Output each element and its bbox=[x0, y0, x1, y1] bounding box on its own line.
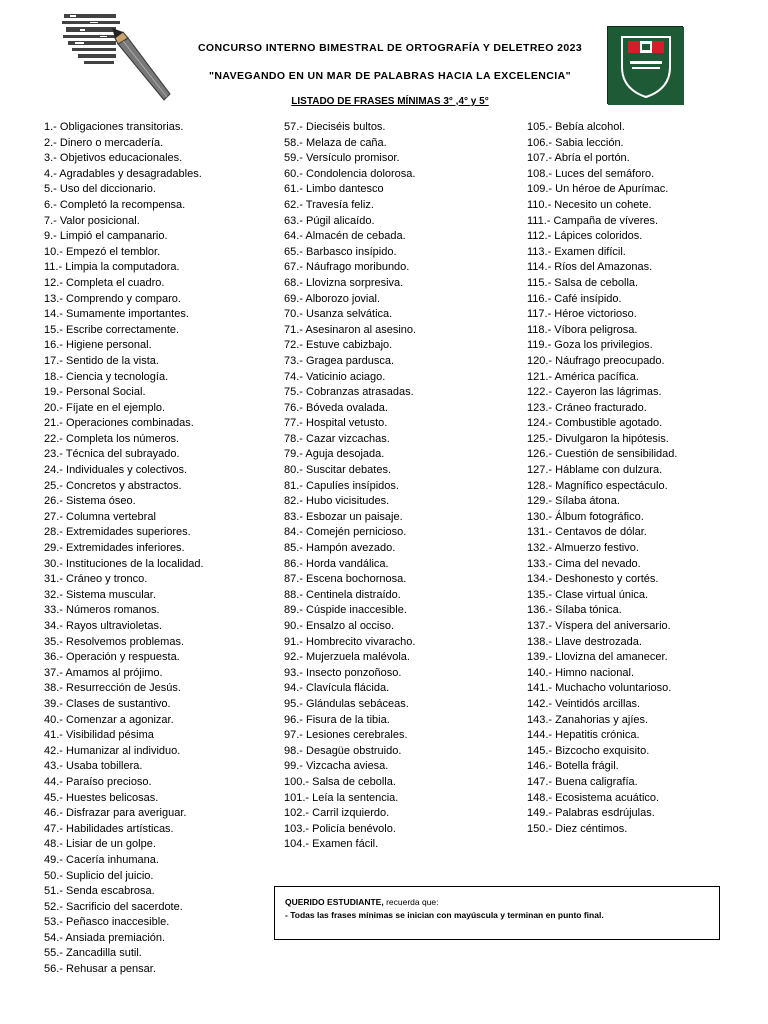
list-title: LISTADO DE FRASES MÍNIMAS 3° ,4° y 5° bbox=[291, 96, 489, 107]
phrase-item: 61.- Limbo dantesco bbox=[284, 183, 384, 196]
phrase-item: 117.- Héroe victorioso. bbox=[527, 308, 637, 321]
phrase-item: 96.- Fisura de la tibia. bbox=[284, 713, 390, 726]
phrase-item: 54.- Ansiada premiación. bbox=[44, 931, 166, 944]
phrase-item: 5.- Uso del diccionario. bbox=[44, 183, 156, 196]
school-crest-icon bbox=[607, 26, 683, 104]
phrase-item: 105.- Bebía alcohol. bbox=[527, 121, 625, 133]
phrase-item: 147.- Buena caligrafía. bbox=[527, 775, 638, 788]
phrase-item: 34.- Rayos ultravioletas. bbox=[44, 620, 162, 632]
phrase-item: 145.- Bizcocho exquisito. bbox=[527, 744, 650, 757]
phrase-item: 144.- Hepatitis crónica. bbox=[527, 729, 640, 742]
phrase-item: 124.- Combustible agotado. bbox=[527, 417, 663, 430]
phrase-item: 75.- Cobranzas atrasadas. bbox=[284, 386, 414, 399]
phrase-item: 76.- Bóveda ovalada. bbox=[284, 401, 388, 414]
phrase-item: 25.- Concretos y abstractos. bbox=[44, 479, 182, 492]
phrase-item: 98.- Desagüe obstruido. bbox=[284, 744, 402, 757]
phrase-item: 107.- Abría el portón. bbox=[527, 152, 630, 165]
phrase-item: 30.- Instituciones de la localidad. bbox=[44, 557, 204, 570]
phrase-item: 140.- Himno nacional. bbox=[527, 666, 635, 679]
phrase-item: 46.- Disfrazar para averiguar. bbox=[44, 807, 187, 820]
phrase-item: 128.- Magnífico espectáculo. bbox=[527, 479, 668, 492]
phrase-item: 50.- Suplicio del juicio. bbox=[44, 869, 154, 882]
phrase-item: 86.- Horda vandálica. bbox=[284, 557, 389, 570]
phrase-item: 88.- Centinela distraído. bbox=[284, 588, 401, 601]
phrase-item: 71.- Asesinaron al asesino. bbox=[284, 323, 417, 336]
phrase-item: 3.- Objetivos educacionales. bbox=[44, 152, 183, 165]
phrase-item: 129.- Sílaba átona. bbox=[527, 495, 620, 508]
phrase-item: 92.- Mujerzuela malévola. bbox=[284, 651, 410, 664]
student-reminder-box bbox=[274, 886, 720, 940]
phrase-item: 82.- Hubo vicisitudes. bbox=[284, 495, 390, 508]
phrase-item: 106.- Sabia lección. bbox=[527, 136, 624, 149]
phrase-item: 126.- Cuestión de sensibilidad. bbox=[527, 448, 678, 461]
phrase-item: 133.- Cima del nevado. bbox=[527, 557, 641, 570]
phrase-item: 26.- Sistema óseo. bbox=[44, 495, 136, 508]
phrase-item: 118.- Víbora peligrosa. bbox=[527, 323, 638, 336]
phrase-item: 112.- Lápices coloridos. bbox=[527, 230, 643, 243]
phrase-item: 62.- Travesía feliz. bbox=[284, 198, 374, 211]
phrase-item: 95.- Glándulas sebáceas. bbox=[284, 697, 409, 710]
reminder-heading bbox=[285, 896, 709, 909]
phrase-item: 99.- Vizcacha aviesa. bbox=[284, 760, 389, 773]
phrase-item: 31.- Cráneo y tronco. bbox=[44, 573, 148, 586]
phrase-item: 48.- Lisiar de un golpe. bbox=[44, 838, 156, 851]
phrase-item: 91.- Hombrecito vivaracho. bbox=[284, 635, 416, 648]
phrase-item: 137.- Víspera del aniversario. bbox=[527, 620, 671, 632]
phrase-item: 69.- Alborozo jovial. bbox=[284, 292, 380, 305]
phrase-item: 9.- Limpió el campanario. bbox=[44, 230, 168, 243]
phrase-item: 108.- Luces del semáforo. bbox=[527, 167, 655, 180]
phrase-item: 13.- Comprendo y comparo. bbox=[44, 292, 181, 305]
phrase-item: 33.- Números romanos. bbox=[44, 604, 160, 617]
phrase-item: 70.- Usanza selvática. bbox=[284, 308, 393, 321]
phrase-item: 60.- Condolencia dolorosa. bbox=[284, 167, 416, 180]
phrase-item: 143.- Zanahorias y ajíes. bbox=[527, 713, 649, 726]
phrase-item: 19.- Personal Social. bbox=[44, 386, 146, 399]
phrase-item: 21.- Operaciones combinadas. bbox=[44, 417, 194, 430]
phrase-item: 113.- Examen difícil. bbox=[527, 245, 626, 258]
phrase-item: 131.- Centavos de dólar. bbox=[527, 526, 647, 539]
phrase-column-3 bbox=[527, 120, 757, 837]
phrase-item: 149.- Palabras esdrújulas. bbox=[527, 807, 655, 820]
phrase-item: 135.- Clase virtual única. bbox=[527, 588, 649, 601]
phrase-item: 125.- Divulgaron la hipótesis. bbox=[527, 432, 669, 445]
phrase-item: 74.- Vaticinio aciago. bbox=[284, 370, 386, 383]
phrase-item: 59.- Versículo promisor. bbox=[284, 152, 400, 165]
phrase-item: 122.- Cayeron las lágrimas. bbox=[527, 386, 662, 399]
phrase-item: 87.- Escena bochornosa. bbox=[284, 573, 407, 586]
phrase-item: 109.- Un héroe de Apurímac. bbox=[527, 183, 669, 196]
phrase-item: 24.- Individuales y colectivos. bbox=[44, 464, 188, 477]
phrase-item: 114.- Ríos del Amazonas. bbox=[527, 261, 653, 274]
contest-title: CONCURSO INTERNO BIMESTRAL DE ORTOGRAFÍA Y DELETREO 2023 bbox=[197, 42, 583, 54]
phrase-item: 18.- Ciencia y tecnología. bbox=[44, 370, 169, 383]
reminder-lead-tail: recuerda que: bbox=[383, 897, 439, 907]
phrase-item: 100.- Salsa de cebolla. bbox=[284, 775, 396, 788]
phrase-item: 81.- Capulíes insípidos. bbox=[284, 479, 399, 492]
phrase-item: 102.- Carril izquierdo. bbox=[284, 807, 390, 820]
phrase-item: 89.- Cúspide inaccesible. bbox=[284, 604, 407, 617]
document-header bbox=[190, 42, 590, 107]
phrase-item: 80.- Suscitar debates. bbox=[284, 464, 392, 477]
contest-motto: "NAVEGANDO EN UN MAR DE PALABRAS HACIA LA EXCELENCIA" bbox=[209, 70, 571, 82]
phrase-item: 77.- Hospital vetusto. bbox=[284, 417, 388, 430]
phrase-item: 101.- Leía la sentencia. bbox=[284, 791, 399, 804]
phrase-item: 142.- Veintidós arcillas. bbox=[527, 697, 641, 710]
phrase-item: 119.- Goza los privilegios. bbox=[527, 339, 653, 352]
phrase-item: 22.- Completa los números. bbox=[44, 432, 180, 445]
phrase-item: 130.- Álbum fotográfico. bbox=[527, 510, 644, 523]
phrase-item: 90.- Ensalzo al occiso. bbox=[284, 620, 395, 632]
phrase-item: 20.- Fíjate en el ejemplo. bbox=[44, 401, 166, 414]
phrase-item: 15.- Escribe correctamente. bbox=[44, 323, 180, 336]
phrase-item: 148.- Ecosistema acuático. bbox=[527, 791, 660, 804]
phrase-item: 138.- Llave destrozada. bbox=[527, 635, 642, 648]
phrase-item: 136.- Sílaba tónica. bbox=[527, 604, 622, 617]
phrase-item: 104.- Examen fácil. bbox=[284, 838, 379, 851]
phrase-item: 23.- Técnica del subrayado. bbox=[44, 448, 180, 461]
phrase-item: 83.- Esbozar un paisaje. bbox=[284, 510, 403, 523]
phrase-item: 56.- Rehusar a pensar. bbox=[44, 963, 156, 976]
phrase-item: 6.- Completó la recompensa. bbox=[44, 198, 186, 211]
phrase-item: 53.- Peñasco inaccesible. bbox=[44, 916, 170, 929]
phrase-item: 141.- Muchacho voluntarioso. bbox=[527, 682, 672, 695]
pencil-logo-icon bbox=[60, 10, 178, 102]
phrase-item: 58.- Melaza de caña. bbox=[284, 136, 387, 149]
phrase-item: 65.- Barbasco insípido. bbox=[284, 245, 397, 258]
phrase-item: 55.- Zancadilla sutil. bbox=[44, 947, 142, 960]
phrase-item: 17.- Sentido de la vista. bbox=[44, 354, 159, 367]
phrase-column-2 bbox=[284, 120, 524, 853]
phrase-item: 11.- Limpia la computadora. bbox=[44, 261, 180, 274]
phrase-item: 14.- Sumamente importantes. bbox=[44, 308, 189, 321]
phrase-item: 52.- Sacrificio del sacerdote. bbox=[44, 900, 183, 913]
phrase-item: 37.- Amamos al prójimo. bbox=[44, 666, 163, 679]
phrase-item: 63.- Púgil alicaído. bbox=[284, 214, 375, 227]
phrase-item: 121.- América pacífica. bbox=[527, 370, 639, 383]
phrase-item: 111.- Campaña de víveres. bbox=[527, 214, 659, 227]
phrase-item: 7.- Valor posicional. bbox=[44, 214, 140, 227]
phrase-item: 43.- Usaba tobillera. bbox=[44, 760, 143, 773]
phrase-item: 16.- Higiene personal. bbox=[44, 339, 152, 352]
phrase-item: 78.- Cazar vizcachas. bbox=[284, 432, 390, 445]
phrase-item: 29.- Extremidades inferiores. bbox=[44, 542, 185, 555]
phrase-item: 47.- Habilidades artísticas. bbox=[44, 822, 174, 835]
phrase-item: 39.- Clases de sustantivo. bbox=[44, 697, 171, 710]
phrase-item: 28.- Extremidades superiores. bbox=[44, 526, 191, 539]
phrase-item: 116.- Café insípido. bbox=[527, 292, 622, 305]
phrase-item: 134.- Deshonesto y cortés. bbox=[527, 573, 659, 586]
phrase-item: 27.- Columna vertebral bbox=[44, 510, 156, 523]
phrase-item: 36.- Operación y respuesta. bbox=[44, 651, 180, 664]
phrase-item: 49.- Cacería inhumana. bbox=[44, 853, 159, 866]
phrase-item: 38.- Resurrección de Jesús. bbox=[44, 682, 181, 695]
phrase-item: 139.- Llovizna del amanecer. bbox=[527, 651, 668, 664]
phrase-item: 127.- Háblame con dulzura. bbox=[527, 464, 663, 477]
phrase-item: 146.- Botella frágil. bbox=[527, 760, 619, 773]
phrase-item: 73.- Gragea pardusca. bbox=[284, 354, 395, 367]
phrase-item: 42.- Humanizar al individuo. bbox=[44, 744, 181, 757]
reminder-rule: - Todas las frases mínimas se inician con mayúscula y terminan en punto final. bbox=[285, 910, 604, 920]
phrase-item: 115.- Salsa de cebolla. bbox=[527, 276, 639, 289]
phrase-item: 64.- Almacén de cebada. bbox=[284, 230, 406, 243]
phrase-item: 41.- Visibilidad pésima bbox=[44, 729, 154, 742]
phrase-item: 79.- Aguja desojada. bbox=[284, 448, 385, 461]
phrase-item: 150.- Diez céntimos. bbox=[527, 822, 628, 835]
phrase-item: 2.- Dinero o mercadería. bbox=[44, 136, 164, 149]
phrase-item: 4.- Agradables y desagradables. bbox=[44, 167, 202, 180]
phrase-item: 85.- Hampón avezado. bbox=[284, 542, 396, 555]
phrase-item: 72.- Estuve cabizbajo. bbox=[284, 339, 393, 352]
phrase-item: 10.- Empezó el temblor. bbox=[44, 245, 161, 258]
phrase-item: 110.- Necesito un cohete. bbox=[527, 198, 652, 211]
phrase-item: 12.- Completa el cuadro. bbox=[44, 276, 165, 289]
phrase-item: 32.- Sistema muscular. bbox=[44, 588, 156, 601]
phrase-item: 84.- Comején pernicioso. bbox=[284, 526, 407, 539]
phrase-item: 132.- Almuerzo festivo. bbox=[527, 542, 639, 555]
phrase-item: 35.- Resolvemos problemas. bbox=[44, 635, 185, 648]
phrase-item: 51.- Senda escabrosa. bbox=[44, 885, 155, 898]
reminder-lead: QUERIDO ESTUDIANTE, bbox=[285, 897, 384, 907]
phrase-item: 120.- Náufrago preocupado. bbox=[527, 354, 665, 367]
phrase-item: 67.- Náufrago moribundo. bbox=[284, 261, 410, 274]
phrase-item: 94.- Clavícula flácida. bbox=[284, 682, 390, 695]
phrase-item: 123.- Cráneo fracturado. bbox=[527, 401, 647, 414]
phrase-item: 93.- Insecto ponzoñoso. bbox=[284, 666, 402, 679]
phrase-item: 44.- Paraíso precioso. bbox=[44, 775, 152, 788]
phrase-item: 40.- Comenzar a agonizar. bbox=[44, 713, 174, 726]
phrase-item: 68.- Llovizna sorpresiva. bbox=[284, 276, 404, 289]
phrase-item: 45.- Huestes belicosas. bbox=[44, 791, 159, 804]
phrase-item: 1.- Obligaciones transitorias. bbox=[44, 121, 184, 133]
phrase-item: 97.- Lesiones cerebrales. bbox=[284, 729, 408, 742]
phrase-item: 103.- Policía benévolo. bbox=[284, 822, 396, 835]
phrase-column-1 bbox=[44, 120, 274, 978]
phrase-item: 57.- Dieciséis bultos. bbox=[284, 121, 386, 133]
